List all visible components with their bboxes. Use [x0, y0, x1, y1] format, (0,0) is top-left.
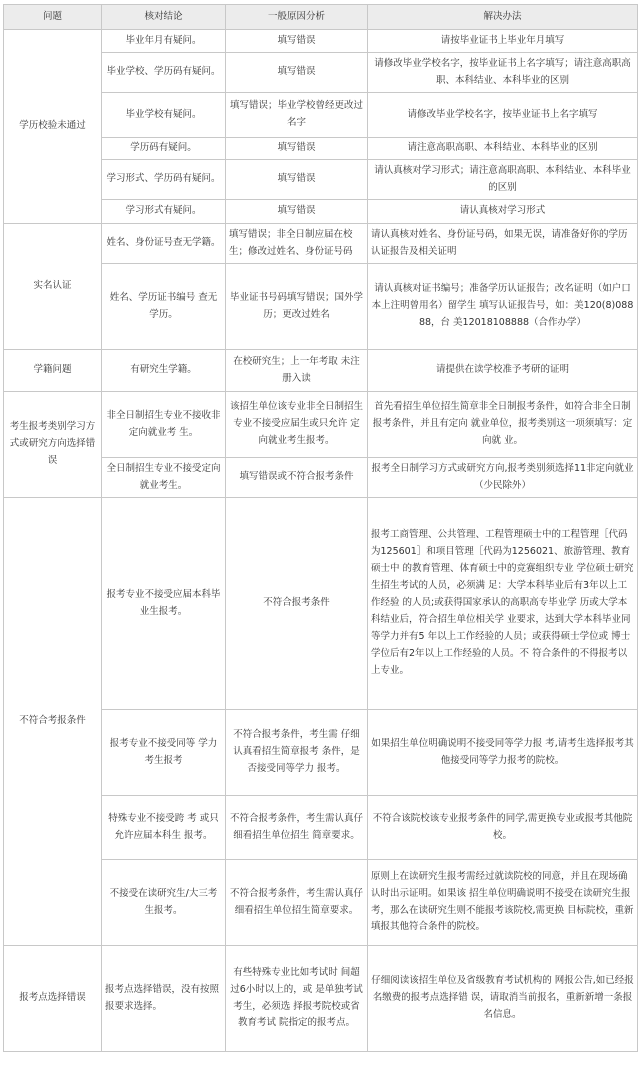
- solution-cell: 请认真核对学习形式: [368, 200, 638, 224]
- solution-cell: 请注意高职高职、本科结业、本科毕业的区别: [368, 138, 638, 160]
- category-cell: 学籍问题: [4, 350, 102, 392]
- solution-cell: 不符合该院校该专业报考条件的同学,需更换专业或报考其他院校。: [368, 796, 638, 860]
- conclusion-cell: 姓名、身份证号查无学籍。: [102, 224, 226, 264]
- cause-cell: 填写错误；毕业学校曾经更改过名字: [226, 93, 368, 138]
- solution-cell: 原则上在读研究生报考需经过就读院校的同意，并且在现场确认时出示证明。如果该 招生单位明确说明不接受在读研究生报考，那么在读研究生则不能报考该院校,需更换 目标院校，重新填报其他符合条件的院校。: [368, 860, 638, 946]
- conclusion-cell: 姓名、学历证书编号 查无学历。: [102, 264, 226, 350]
- category-cell: 实名认证: [4, 224, 102, 350]
- cause-cell: 填写错误；非全日制应届在校生；修改过姓名、身份证号码: [226, 224, 368, 264]
- cause-cell: 有些特殊专业比如考试时 间超过6小时以上的，或 是单独考试考生，必须选 择报考院校或省教育考试 院指定的报考点。: [226, 946, 368, 1052]
- table-row: [4, 392, 638, 458]
- cause-cell: 毕业证书号码填写错误；国外学历；更改过姓名: [226, 264, 368, 350]
- cause-cell: 填写错误或不符合报考条件: [226, 458, 368, 498]
- conclusion-cell: 有研究生学籍。: [102, 350, 226, 392]
- solution-cell: 报考全日制学习方式或研究方向,报考类别须选择11非定向就业（少民除外）: [368, 458, 638, 498]
- conclusion-cell: 学历码有疑问。: [102, 138, 226, 160]
- solution-cell: 请提供在读学校准予考研的证明: [368, 350, 638, 392]
- conclusion-cell: 毕业学校有疑问。: [102, 93, 226, 138]
- cause-cell: 在校研究生；上一年考取 未注册入读: [226, 350, 368, 392]
- cause-cell: 填写错误: [226, 53, 368, 93]
- solution-cell: 仔细阅读该招生单位及省级教育考试机构的 网报公告,如已经报名缴费的报考点选择错 误，请取消当前报名，重新新增一条报名信息。: [368, 946, 638, 1052]
- category-cell: 学历校验未通过: [4, 30, 102, 224]
- conclusion-cell: 不接受在读研究生/大三考生报考。: [102, 860, 226, 946]
- table-row: [4, 224, 638, 264]
- table-row: [4, 30, 638, 53]
- solution-cell: 请认真核对姓名、身份证号码，如果无误，请准备好你的学历认证报告及相关证明: [368, 224, 638, 264]
- table-row: [4, 350, 638, 392]
- solution-cell: 请认真核对证书编号；准备学历认证报告；改名证明（如户口本上注明曾用名）留学生 填写认证报告号，如：美120(8)08888，台 美12018108888（合作办学）: [368, 264, 638, 350]
- header-problem: 问题: [4, 5, 102, 30]
- table-header-row: [4, 5, 638, 30]
- solution-cell: 如果招生单位明确说明不接受同等学力报 考,请考生选择报考其他接受同等学力报考的院校。: [368, 710, 638, 796]
- solution-cell: 首先看招生单位招生简章非全日制报考条件，如符合非全日制报考条件，并且有定向 就业单位，报考类别这一项须填写：定向就 业。: [368, 392, 638, 458]
- solution-cell: 报考工商管理、公共管理、工程管理硕士中的工程管理［代码为125601］和项目管理［代码为1256021、旅游管理、教育硕士中 的教育管理、体育硕士中的竞赛组织专业 学位硕士研究生招生考试的人员，必须满 足：大学本科毕业后有3年以上工作经验 的人员;或获得国家承认的高职高专毕业学 历或大学本科结业后，符合招生单位相关学 业要求，达到大学本科毕业同等学力并有5 年以上工作经验的人员；或获得硕士学位或 博士学位后有2年以上工作经验的人员。不 符合条件的不得报考以上专业。: [368, 498, 638, 710]
- conclusion-cell: 报考点选择错误，没有按照报要求选择。: [102, 946, 226, 1052]
- category-cell: 考生报考类别学习方式或研究方向选择错误: [4, 392, 102, 498]
- header-check-conclusion: 核对结论: [102, 5, 226, 30]
- cause-cell: 不符合报考条件，考生需 仔细认真看招生简章报考 条件，是否接受同等学力 报考。: [226, 710, 368, 796]
- cause-cell: 填写错误: [226, 160, 368, 200]
- header-cause-analysis: 一般原因分析: [226, 5, 368, 30]
- conclusion-cell: 学习形式有疑问。: [102, 200, 226, 224]
- table-row: [4, 498, 638, 710]
- conclusion-cell: 报考专业不接受应届本科毕业生报考。: [102, 498, 226, 710]
- cause-cell: 填写错误: [226, 200, 368, 224]
- cause-cell: 不符合报考条件: [226, 498, 368, 710]
- conclusion-cell: 毕业学校、学历码有疑问。: [102, 53, 226, 93]
- conclusion-cell: 学习形式、学历码有疑问。: [102, 160, 226, 200]
- cause-cell: 不符合报考条件，考生需认真仔细看招生单位招生简章要求。: [226, 860, 368, 946]
- solution-cell: 请修改毕业学校名字，按毕业证书上名字填写: [368, 93, 638, 138]
- cause-cell: 不符合报考条件，考生需认真仔细看招生单位招生 简章要求。: [226, 796, 368, 860]
- cause-cell: 填写错误: [226, 138, 368, 160]
- category-cell: 不符合考报条件: [4, 498, 102, 946]
- conclusion-cell: 全日制招生专业不接受定向就业考生。: [102, 458, 226, 498]
- solution-cell: 请按毕业证书上毕业年月填写: [368, 30, 638, 53]
- issue-resolution-table: [3, 4, 638, 1052]
- conclusion-cell: 非全日制招生专业不接收非定向就业考 生。: [102, 392, 226, 458]
- solution-cell: 请修改毕业学校名字，按毕业证书上名字填写；请注意高职高职、本科结业、本科毕业的区别: [368, 53, 638, 93]
- table-row: [4, 946, 638, 1052]
- header-solution: 解决办法: [368, 5, 638, 30]
- conclusion-cell: 毕业年月有疑问。: [102, 30, 226, 53]
- category-cell: 报考点选择错误: [4, 946, 102, 1052]
- solution-cell: 请认真核对学习形式；请注意高职高职、本科结业、本科毕业的区别: [368, 160, 638, 200]
- cause-cell: 该招生单位该专业非全日制招生专业不接受应届生或只允许 定向就业考生报考。: [226, 392, 368, 458]
- cause-cell: 填写错误: [226, 30, 368, 53]
- conclusion-cell: 报考专业不接受同等 学力考生报考: [102, 710, 226, 796]
- conclusion-cell: 特殊专业不接受跨 考 或只允许应届本科生 报考。: [102, 796, 226, 860]
